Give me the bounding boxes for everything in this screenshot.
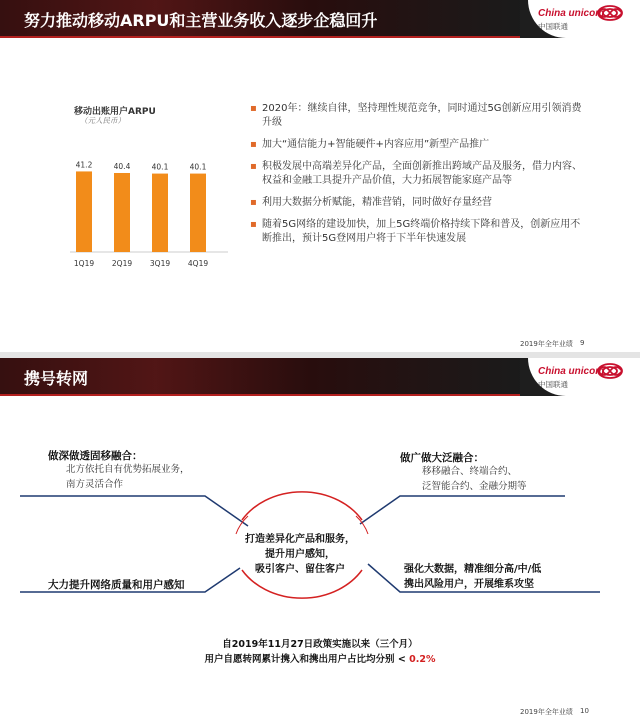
logo-chinese: 中国联通 [538,22,568,31]
right-bottom-line: 携出风险用户，开展维系攻坚 [404,579,534,590]
center-line: 吸引客户、留住客户 [255,564,345,575]
data-label-4Q19: 40.1 [189,162,207,172]
logo-chinese: 中国联通 [538,380,568,389]
connector-line-left-top [20,496,248,526]
chart-subtitle: （元人民币） [80,116,125,125]
china-unicom-logo [532,3,632,35]
left-top-label: 做深做透固移融合： [48,450,143,462]
header-accent-line [0,36,520,38]
slide-title: 携号转网 [24,369,89,388]
bottom-percentage: 0.2% [409,654,436,665]
center-statement [230,532,370,577]
left-top-text [66,462,190,492]
bottom-line-1: 自2019年11月27日政策实施以来（三个月） [222,639,418,650]
bullet-item: ▪ 随着5G网络的建设加快，加上5G终端价格持续下降和普及，创新应用不断推出，预计5G登网用户将于下半年快速发展 [250,218,590,246]
bullet-item: ▪ 积极发展中高端差异化产品，全面创新推出跨域产品及服务，借力内容、权益和金融工具提升产品价值，大力拓展智能家庭产品等 [250,160,590,188]
logo-wordmark: China unicom [538,366,605,377]
slide-title: 努力推动移动ARPU和主营业务收入逐步企稳回升 [24,11,378,30]
chart-title: 移动出账用户ARPU [74,107,156,117]
right-top-line: 移移融合、终端合约、 [422,466,518,477]
center-line: 提升用户感知， [265,549,335,560]
bullet-item: ▪ 加大“通信能力+智能硬件+内容应用”新型产品推广 [250,138,590,152]
bottom-line-2 [120,652,520,667]
bottom-line-2-text: 用户自愿转网累计携入和携出用户占比均分别 < [204,654,406,665]
left-top-line: 北方依托自有优势拓展业务， [66,464,190,475]
bullet-item: ▪ 2020年：继续自律，坚持理性规范竞争，同时通过5G创新应用引领消费升级 [250,102,590,130]
slide-header [0,0,640,38]
slide-footer: 2019年全年业绩 [520,340,573,348]
arpu-bar-chart [66,120,236,280]
bullet-list [250,102,590,254]
right-bottom-line: 强化大数据，精准细分高/中/低 [404,564,542,575]
right-top-text [422,464,527,494]
bar-4Q19 [190,174,206,252]
left-top-line: 南方灵活合作 [66,479,124,490]
bullet-item: ▪ 利用大数据分析赋能，精准营销，同时做好存量经营 [250,196,590,210]
x-tick-1Q19: 1Q19 [73,259,95,268]
bar-2Q19 [114,173,130,252]
data-label-1Q19: 41.2 [75,160,93,170]
slide-footer: 2019年全年业绩 [520,708,573,716]
left-bottom-label: 大力提升网络质量和用户感知 [48,579,185,591]
connector-line-right-top [360,496,565,524]
page-number: 10 [580,707,589,715]
bar-3Q19 [152,174,168,252]
x-tick-3Q19: 3Q19 [149,259,171,268]
x-tick-2Q19: 2Q19 [111,259,133,268]
right-top-label: 做广做大泛融合： [400,452,484,464]
slide-9 [0,0,640,352]
bottom-statement [120,637,520,667]
right-bottom-text [404,562,541,592]
page-number: 9 [580,339,585,347]
right-top-line: 泛智能合约、金融分期等 [422,481,527,492]
center-line: 打造差异化产品和服务， [245,534,355,545]
data-label-3Q19: 40.1 [151,162,169,172]
x-tick-4Q19: 4Q19 [187,259,209,268]
bar-1Q19 [76,171,92,252]
data-label-2Q19: 40.4 [113,161,131,171]
logo-wordmark: China unicom [538,8,605,19]
